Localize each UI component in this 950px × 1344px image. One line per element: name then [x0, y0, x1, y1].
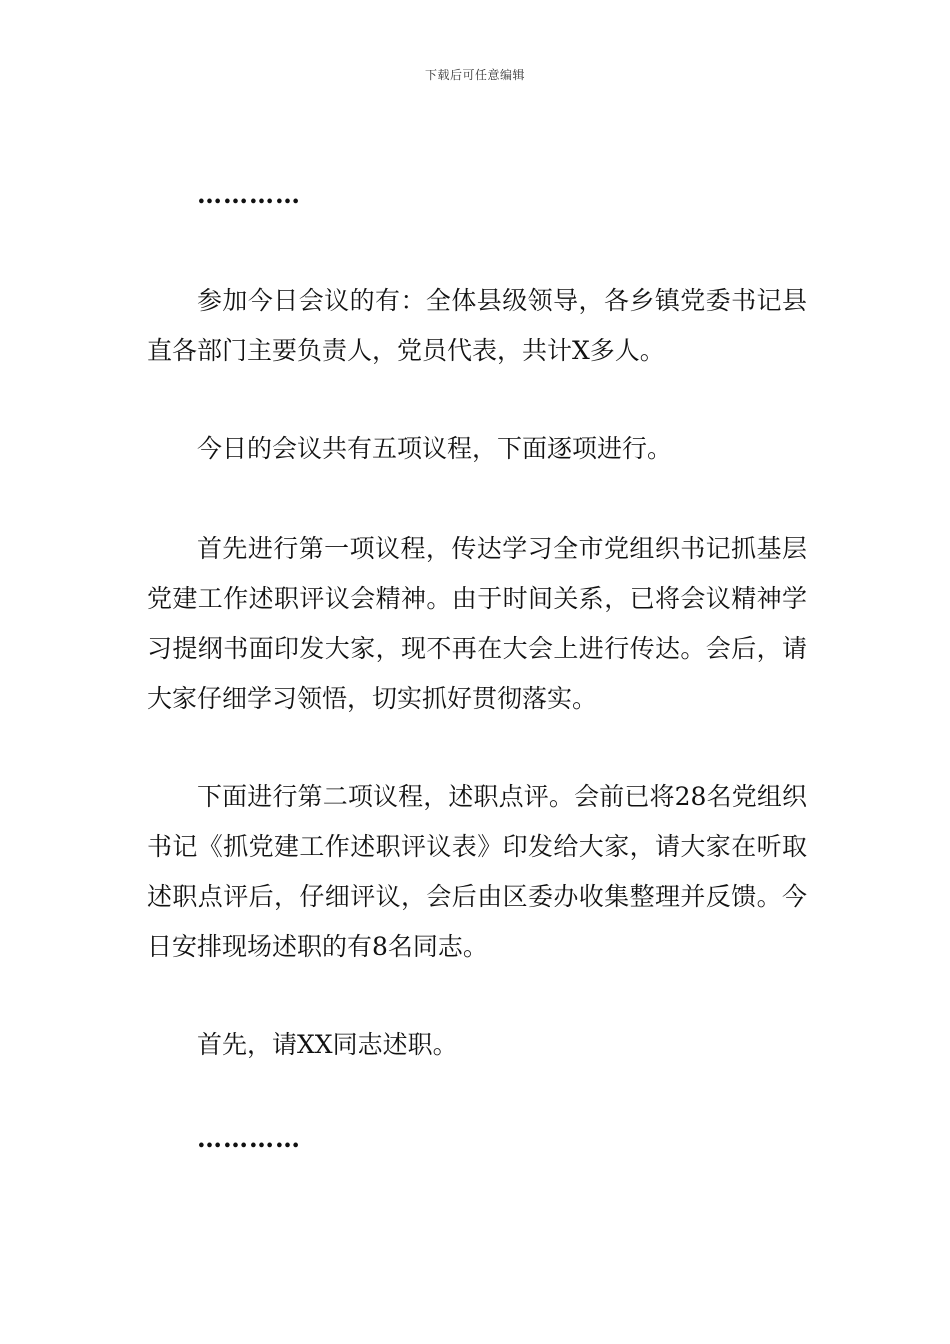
paragraph-first-speaker: 首先，请XX同志述职。 — [197, 1030, 458, 1059]
paragraph-agenda-item-2: 下面进行第二项议程，述职点评。会前已将28名党组织书记《抓党建工作述职评议表》印发给大家，请大家在听取述职点评后，仔细评议，会后由区委办收集整理并反馈。今日安排现场述职的有8名同志。 — [147, 782, 807, 961]
ellipsis-top: ………… — [197, 180, 301, 209]
paragraph-attendees: 参加今日会议的有：全体县级领导，各乡镇党委书记县直各部门主要负责人，党员代表，共计X多人。 — [147, 286, 807, 365]
ellipsis-bottom: ………… — [197, 1124, 301, 1153]
paragraph-agenda-item-1: 首先进行第一项议程，传达学习全市党组织书记抓基层党建工作述职评议会精神。由于时间关系，已将会议精神学习提纲书面印发大家，现不再在大会上进行传达。会后，请大家仔细学习领悟，切实抓好贯彻落实。 — [147, 534, 807, 713]
paragraph-agenda-intro: 今日的会议共有五项议程，下面逐项进行。 — [197, 434, 673, 463]
header-note: 下载后可任意编辑 — [424, 68, 525, 82]
